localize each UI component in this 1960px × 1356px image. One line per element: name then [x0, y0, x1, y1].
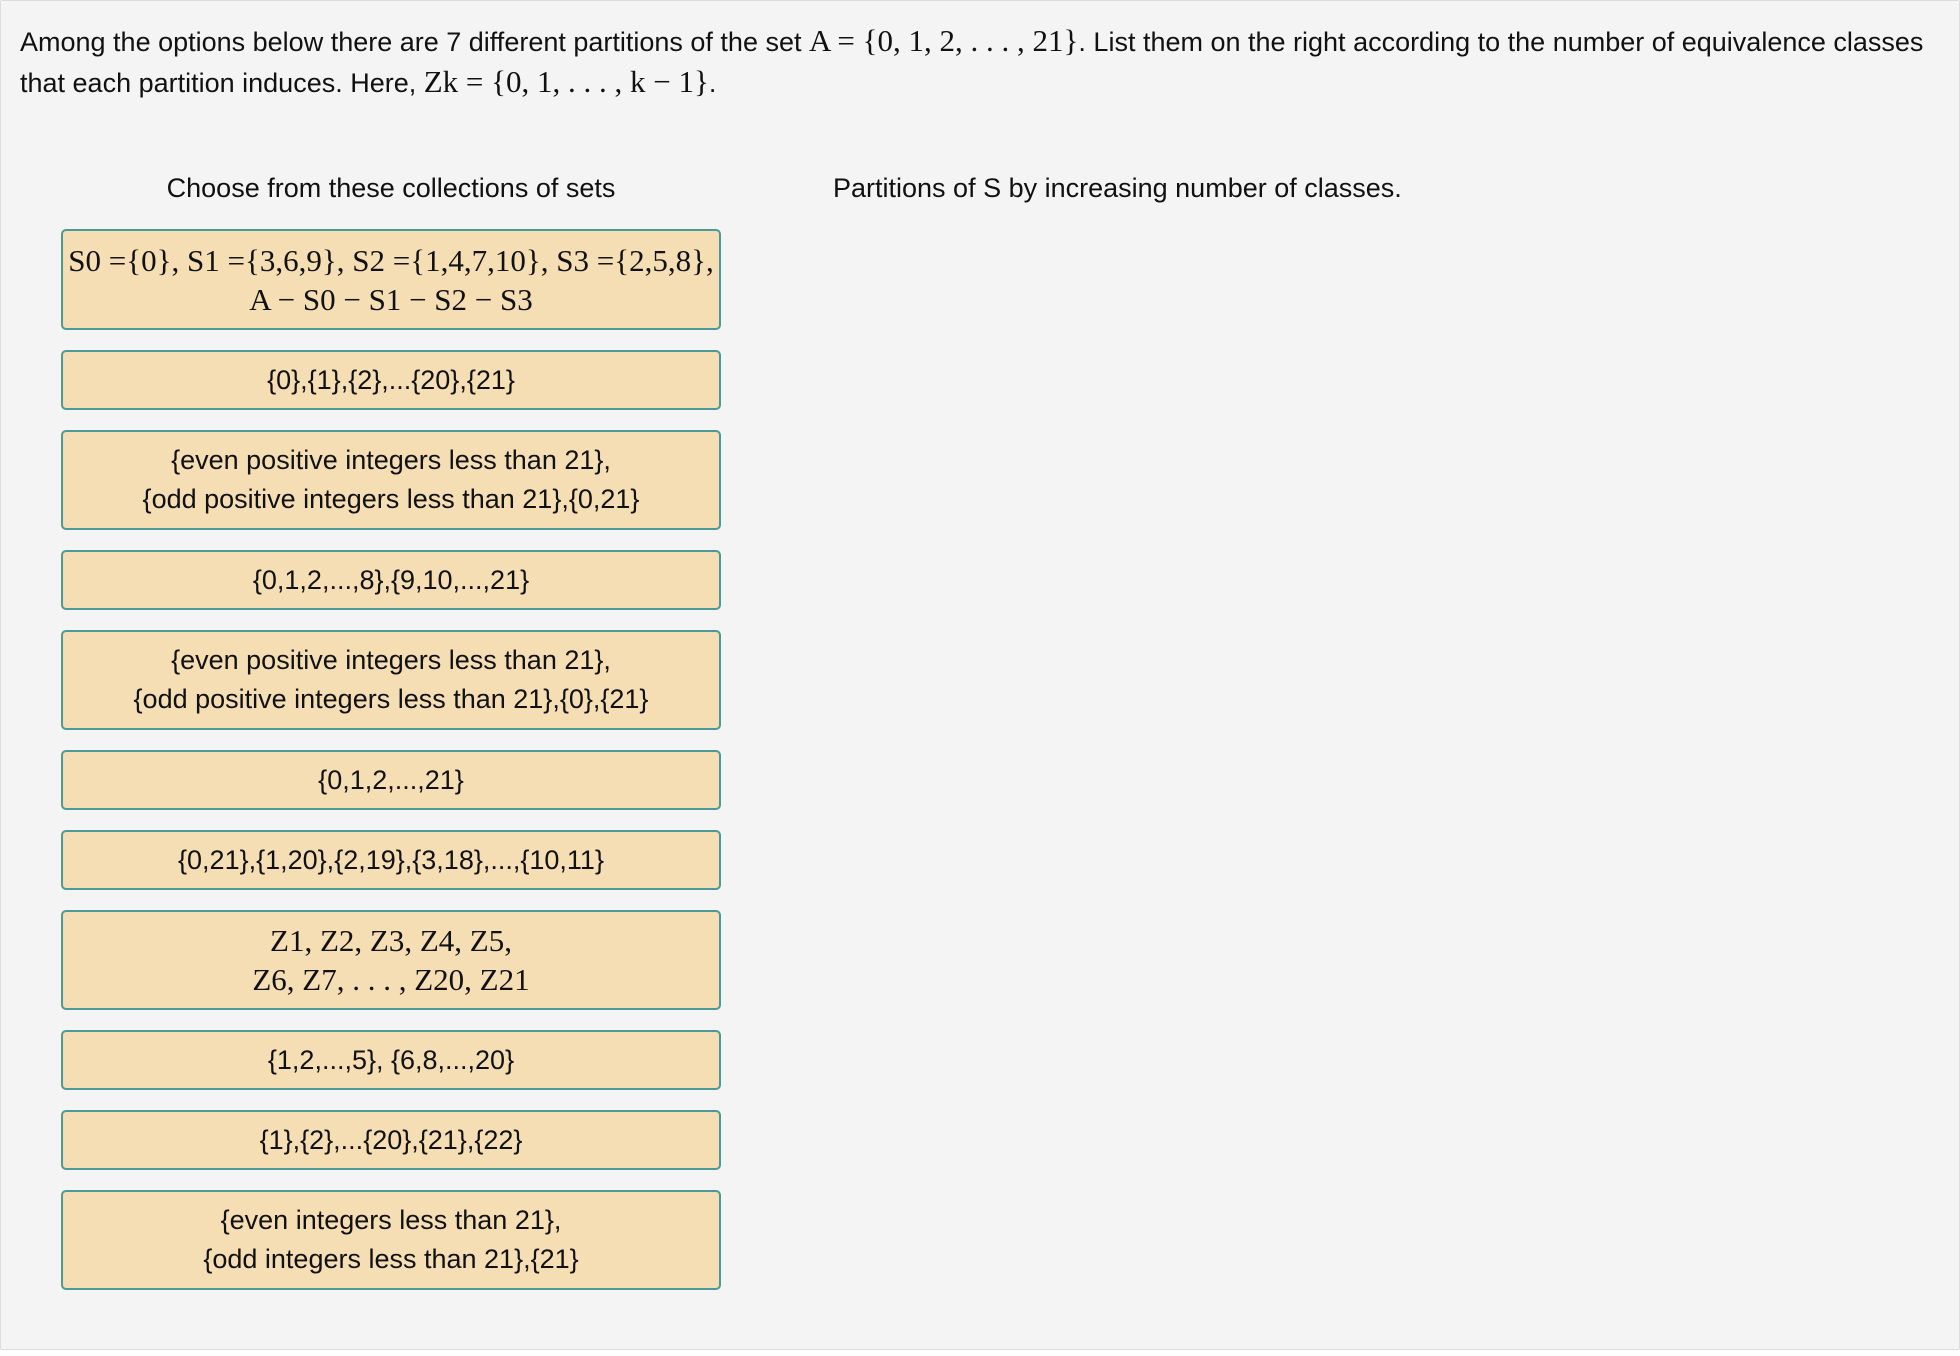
prompt-text-3: .	[708, 68, 717, 98]
option-card-10[interactable]	[61, 1110, 721, 1170]
option-card-5[interactable]	[61, 630, 721, 730]
option-line: {even positive integers less than 21},	[171, 645, 611, 675]
option-line: {even integers less than 21},	[220, 1205, 562, 1235]
set-a-math: A = {0, 1, 2, . . . , 21}	[809, 23, 1079, 58]
choices-heading: Choose from these collections of sets	[166, 173, 616, 203]
option-card-7[interactable]	[61, 830, 721, 890]
option-card-9[interactable]	[61, 1030, 721, 1090]
option-line: {even positive integers less than 21},	[171, 445, 611, 475]
option-line: A − S0 − S1 − S2 − S3	[249, 281, 533, 317]
answer-drop-zone[interactable]	[833, 229, 1933, 1329]
option-line: S0 ={0}, S1 ={3,6,9}, S2 ={1,4,7,10}, S3 ={2,5,8},	[68, 242, 714, 278]
option-line: {1},{2},...{20},{21},{22}	[259, 1124, 523, 1155]
option-line: Z1, Z2, Z3, Z4, Z5,	[270, 923, 512, 958]
answer-heading: Partitions of S by increasing number of classes.	[833, 173, 1402, 203]
option-line: {0,1,2,...,21}	[318, 764, 464, 795]
option-card-8[interactable]	[61, 910, 721, 1010]
option-line: {0},{1},{2},...{20},{21}	[267, 364, 515, 395]
option-card-6[interactable]	[61, 750, 721, 810]
prompt-text-1: Among the options below there are 7 different partitions of the set	[20, 27, 809, 57]
option-card-4[interactable]	[61, 550, 721, 610]
option-line: {0,1,2,...,8},{9,10,...,21}	[252, 564, 530, 595]
option-line: {0,21},{1,20},{2,19},{3,18},...,{10,11}	[178, 844, 604, 875]
option-line: {1,2,...,5}, {6,8,...,20}	[267, 1044, 515, 1075]
option-card-2[interactable]	[61, 350, 721, 410]
option-card-3[interactable]	[61, 430, 721, 530]
option-card-11[interactable]	[61, 1190, 721, 1290]
zk-definition-math: Zk = {0, 1, . . . , k − 1}	[423, 64, 709, 99]
prompt-text-2: . List them on the right according to the number of equivalence classes that each partition induces. Here,	[20, 27, 1924, 98]
option-card-1[interactable]	[61, 229, 721, 330]
option-line: {odd positive integers less than 21},{0,21}	[142, 484, 640, 514]
option-line: {odd integers less than 21},{21}	[203, 1244, 579, 1274]
option-line: {odd positive integers less than 21},{0},{21}	[133, 684, 649, 714]
question-prompt	[20, 21, 1940, 103]
option-line: Z6, Z7, . . . , Z20, Z21	[252, 962, 530, 997]
